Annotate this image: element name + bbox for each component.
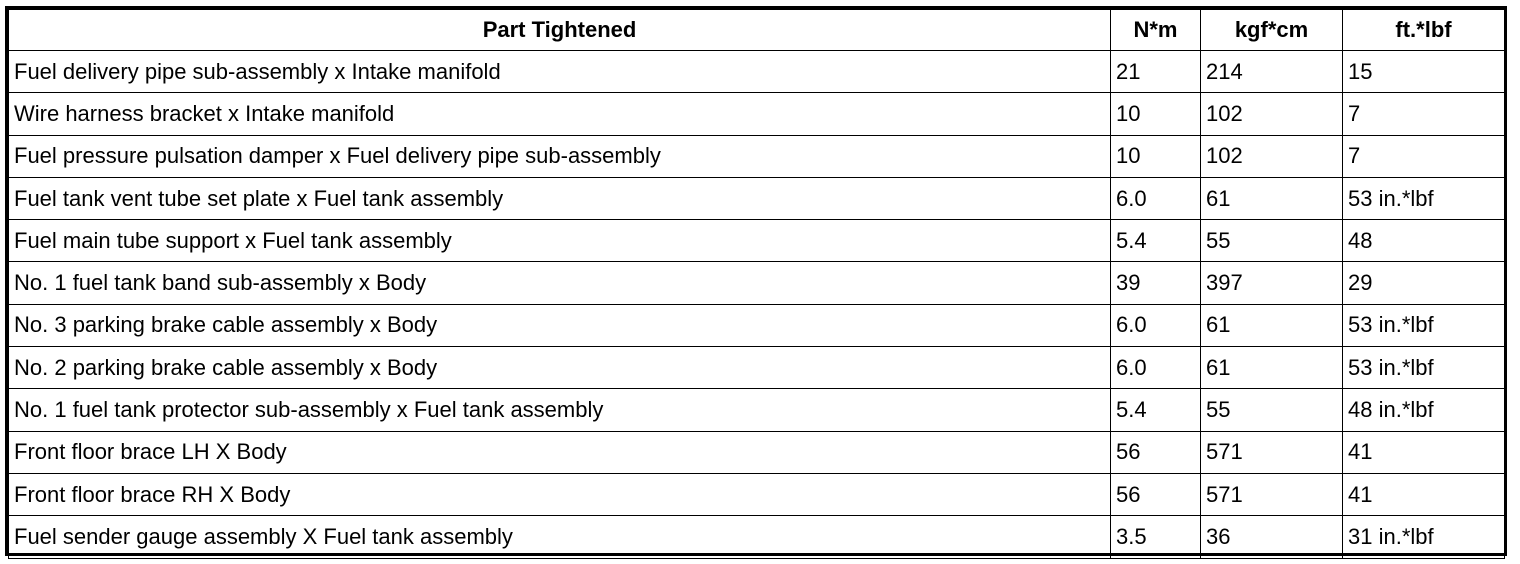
ftlbf-cell: 31 in.*lbf bbox=[1343, 516, 1505, 558]
kgfcm-cell: 55 bbox=[1201, 220, 1343, 262]
part-cell: Fuel tank vent tube set plate x Fuel tank assembly bbox=[9, 177, 1111, 219]
ftlbf-cell: 48 in.*lbf bbox=[1343, 389, 1505, 431]
torque-spec-table bbox=[8, 9, 1505, 559]
part-cell: Fuel delivery pipe sub-assembly x Intake manifold bbox=[9, 51, 1111, 93]
nm-cell: 21 bbox=[1111, 51, 1201, 93]
header-kgf-cm: kgf*cm bbox=[1201, 10, 1343, 51]
part-cell: No. 1 fuel tank band sub-assembly x Body bbox=[9, 262, 1111, 304]
nm-cell: 56 bbox=[1111, 473, 1201, 515]
ftlbf-cell: 53 in.*lbf bbox=[1343, 304, 1505, 346]
table-row bbox=[9, 516, 1505, 558]
kgfcm-cell: 61 bbox=[1201, 177, 1343, 219]
kgfcm-cell: 397 bbox=[1201, 262, 1343, 304]
ftlbf-cell: 7 bbox=[1343, 135, 1505, 177]
table-row bbox=[9, 262, 1505, 304]
header-ft-lbf: ft.*lbf bbox=[1343, 10, 1505, 51]
nm-cell: 10 bbox=[1111, 135, 1201, 177]
ftlbf-cell: 53 in.*lbf bbox=[1343, 177, 1505, 219]
part-cell: Front floor brace LH X Body bbox=[9, 431, 1111, 473]
kgfcm-cell: 61 bbox=[1201, 304, 1343, 346]
kgfcm-cell: 102 bbox=[1201, 93, 1343, 135]
ftlbf-cell: 29 bbox=[1343, 262, 1505, 304]
table-row bbox=[9, 93, 1505, 135]
header-part-tightened: Part Tightened bbox=[9, 10, 1111, 51]
nm-cell: 6.0 bbox=[1111, 177, 1201, 219]
part-cell: Wire harness bracket x Intake manifold bbox=[9, 93, 1111, 135]
ftlbf-cell: 15 bbox=[1343, 51, 1505, 93]
nm-cell: 5.4 bbox=[1111, 389, 1201, 431]
nm-cell: 3.5 bbox=[1111, 516, 1201, 558]
part-cell: Fuel pressure pulsation damper x Fuel delivery pipe sub-assembly bbox=[9, 135, 1111, 177]
table-row bbox=[9, 347, 1505, 389]
torque-spec-table-frame bbox=[5, 6, 1507, 556]
ftlbf-cell: 41 bbox=[1343, 431, 1505, 473]
part-cell: Fuel sender gauge assembly X Fuel tank assembly bbox=[9, 516, 1111, 558]
part-cell: No. 1 fuel tank protector sub-assembly x Fuel tank assembly bbox=[9, 389, 1111, 431]
table-row bbox=[9, 135, 1505, 177]
nm-cell: 6.0 bbox=[1111, 304, 1201, 346]
table-row bbox=[9, 431, 1505, 473]
kgfcm-cell: 61 bbox=[1201, 347, 1343, 389]
table-row bbox=[9, 177, 1505, 219]
ftlbf-cell: 48 bbox=[1343, 220, 1505, 262]
part-cell: No. 3 parking brake cable assembly x Body bbox=[9, 304, 1111, 346]
table-row bbox=[9, 220, 1505, 262]
nm-cell: 10 bbox=[1111, 93, 1201, 135]
nm-cell: 5.4 bbox=[1111, 220, 1201, 262]
table-row bbox=[9, 304, 1505, 346]
table-header-row bbox=[9, 10, 1505, 51]
kgfcm-cell: 55 bbox=[1201, 389, 1343, 431]
table-body bbox=[9, 51, 1505, 559]
kgfcm-cell: 571 bbox=[1201, 473, 1343, 515]
kgfcm-cell: 214 bbox=[1201, 51, 1343, 93]
header-newton-meter: N*m bbox=[1111, 10, 1201, 51]
part-cell: Front floor brace RH X Body bbox=[9, 473, 1111, 515]
kgfcm-cell: 571 bbox=[1201, 431, 1343, 473]
table-row bbox=[9, 389, 1505, 431]
ftlbf-cell: 41 bbox=[1343, 473, 1505, 515]
nm-cell: 6.0 bbox=[1111, 347, 1201, 389]
part-cell: No. 2 parking brake cable assembly x Body bbox=[9, 347, 1111, 389]
part-cell: Fuel main tube support x Fuel tank assembly bbox=[9, 220, 1111, 262]
table-row bbox=[9, 51, 1505, 93]
kgfcm-cell: 102 bbox=[1201, 135, 1343, 177]
nm-cell: 39 bbox=[1111, 262, 1201, 304]
ftlbf-cell: 7 bbox=[1343, 93, 1505, 135]
ftlbf-cell: 53 in.*lbf bbox=[1343, 347, 1505, 389]
kgfcm-cell: 36 bbox=[1201, 516, 1343, 558]
table-row bbox=[9, 473, 1505, 515]
nm-cell: 56 bbox=[1111, 431, 1201, 473]
